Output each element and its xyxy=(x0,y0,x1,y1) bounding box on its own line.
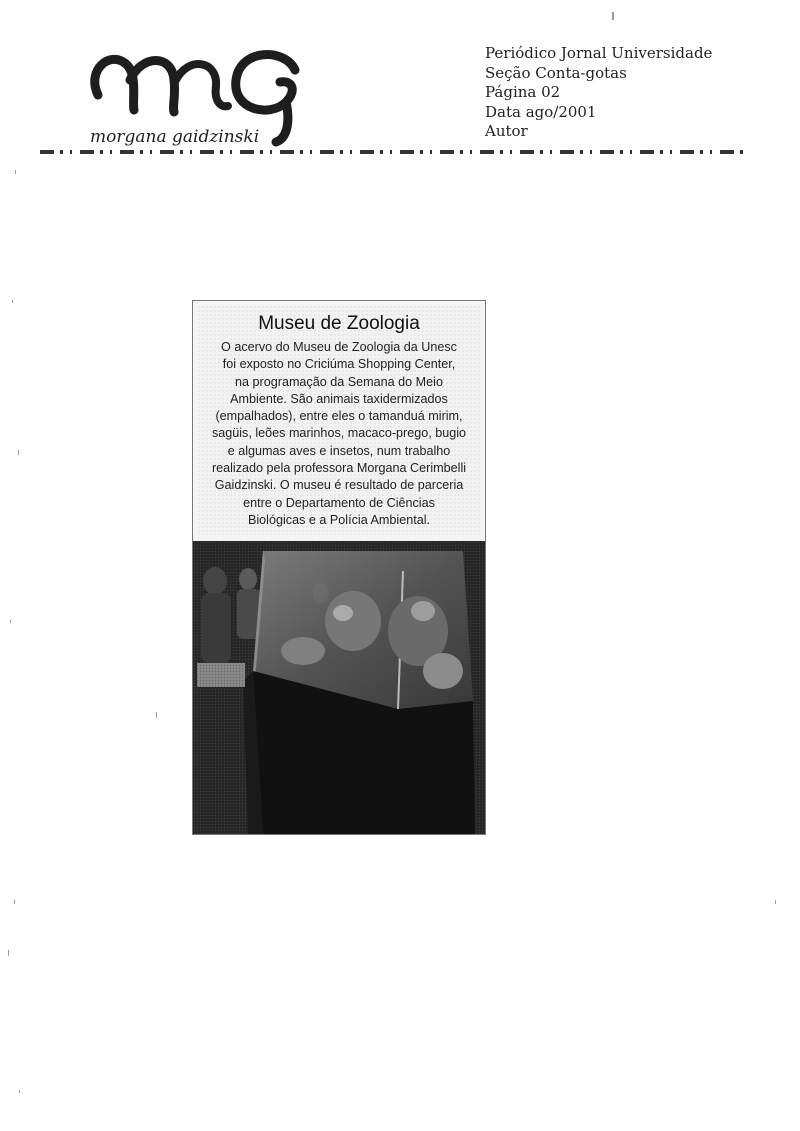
museum-display-photo xyxy=(193,541,485,834)
article-line: (empalhados), entre eles o tamanduá mirim, xyxy=(215,409,463,424)
publication-meta xyxy=(485,44,712,142)
article-line: sagüis, leões marinhos, macaco-prego, bugio xyxy=(211,426,467,441)
newspaper-clipping xyxy=(192,300,486,835)
mg-logo xyxy=(80,40,320,160)
article-line: Gaidzinski. O museu é resultado de parceria xyxy=(214,478,464,493)
article-line: foi exposto no Criciúma Shopping Center, xyxy=(222,357,456,372)
meta-secao: Seção Conta-gotas xyxy=(485,63,627,82)
meta-pagina: Página 02 xyxy=(485,83,561,101)
article-line: Biológicas e a Polícia Ambiental. xyxy=(247,512,430,527)
meta-data: Data ago/2001 xyxy=(485,102,597,121)
article-body xyxy=(205,339,473,529)
header-divider xyxy=(40,150,745,154)
article-line: O acervo do Museu de Zoologia da Unesc xyxy=(221,340,457,354)
meta-autor: Autor xyxy=(485,122,528,140)
article-line: e algumas aves e insetos, num trabalho xyxy=(227,443,451,458)
logo-m-stroke-3 xyxy=(176,64,228,106)
article-line: realizado pela professora Morgana Cerimbelli xyxy=(211,461,467,476)
article-title: Museu de Zoologia xyxy=(258,313,420,334)
clipping-text-block xyxy=(197,305,481,535)
meta-periodico: Periódico Jornal Universidade xyxy=(485,44,713,62)
logo-m-stroke xyxy=(95,59,134,110)
article-line: entre o Departamento de Ciências xyxy=(243,495,435,510)
article-line: na programação da Semana do Meio xyxy=(235,374,443,389)
article-line: Ambiente. São animais taxidermizados xyxy=(230,391,448,406)
logo-name: morgana gaidzinski xyxy=(90,127,260,147)
